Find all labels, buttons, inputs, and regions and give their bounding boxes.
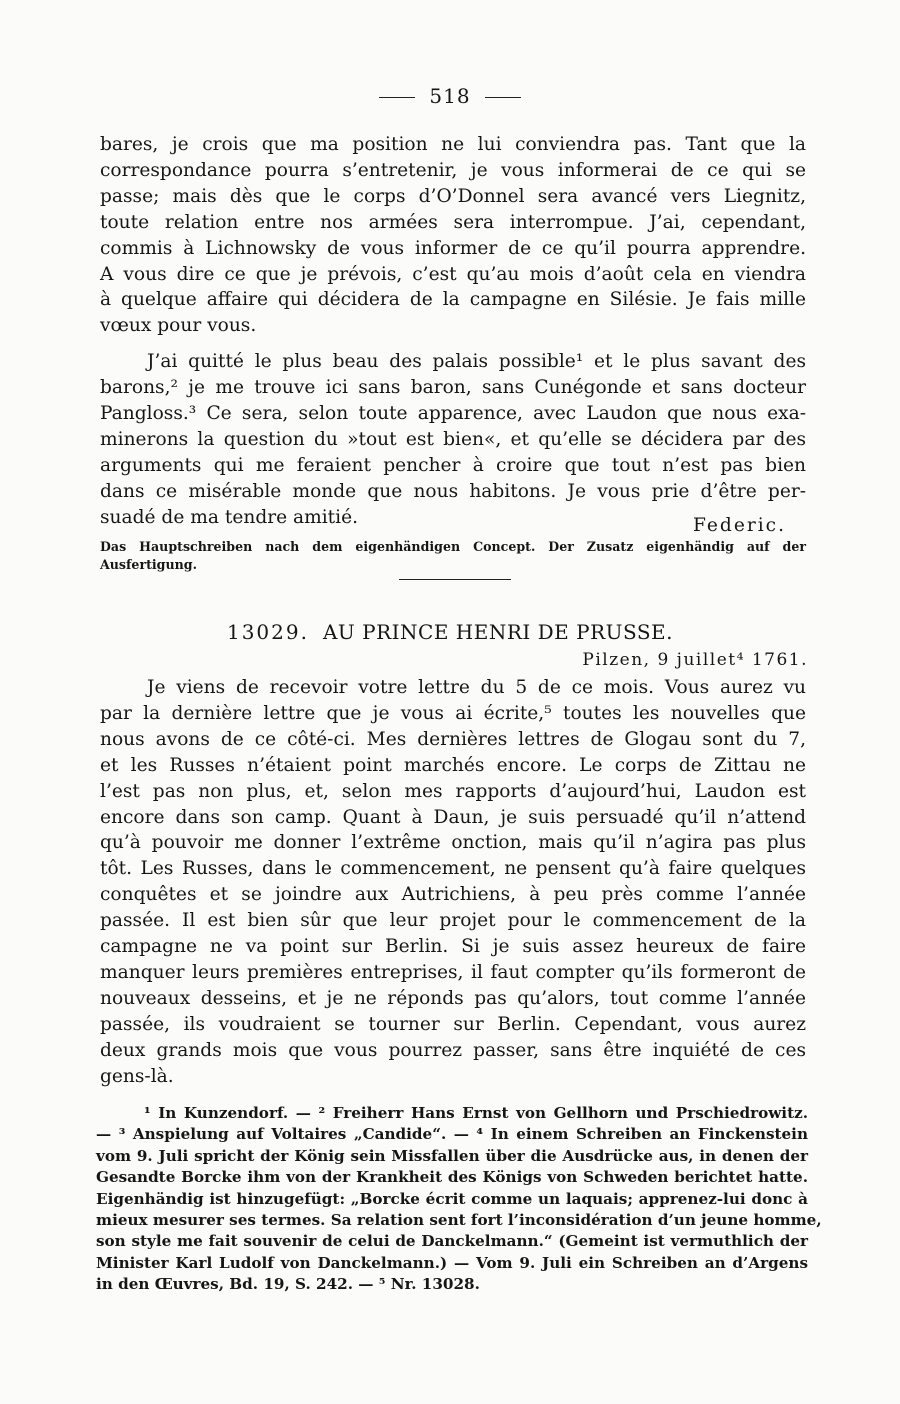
text-line: l’est pas non plus, et, selon mes rapports d’aujourd’hui, Laudon est — [100, 780, 806, 802]
footnote-line: in den Œuvres, Bd. 19, S. 242. — ⁵ Nr. 13028. — [96, 1275, 480, 1294]
text-line: bares, je crois que ma position ne lui conviendra pas. Tant que la — [100, 134, 806, 155]
text-line: par la dernière lettre que je vous ai écrite,⁵ toutes les nouvelles que — [100, 702, 806, 724]
text-line: A vous dire ce que je prévois, c’est qu’au mois d’août cela en viendra — [100, 263, 806, 285]
footnote-line: vom 9. Juli spricht der König sein Missfallen über die Ausdrücke aus, in denen der — [96, 1146, 808, 1165]
text-line: deux grands mois que vous pourrez passer, sans être inquiété de ces — [100, 1039, 806, 1061]
text-line: passée. Il est bien sûr que leur projet pour le commencement de la — [100, 910, 806, 932]
page-number: 518 — [429, 84, 471, 108]
paragraph-1 — [100, 132, 806, 339]
text-line: manquer leurs premières entreprises, il faut compter qu’ils formeront de — [100, 961, 806, 983]
closing-row — [100, 505, 806, 536]
text-line: gens-là. — [100, 1065, 174, 1087]
source-note — [100, 538, 806, 574]
header-dash-right — [485, 97, 521, 98]
note-line: Ausfertigung. — [100, 557, 197, 572]
footnote-line: Gesandte Borcke ihm von der Krankheit des Königs von Schweden berichtet hatte. — [96, 1168, 808, 1187]
text-line: toute relation entre nos armées sera interrompue. J’ai, cependant, — [100, 211, 806, 233]
paragraph-2 — [100, 349, 806, 536]
text-line: commis à Lichnowsky de vous informer de ce qu’il pourra apprendre. — [100, 237, 806, 259]
text-line: arguments qui me feraient pencher à croire que tout n’est pas bien — [100, 454, 806, 476]
footnote-line: — ³ Anspielung auf Voltaires „Candide“. — ⁴ In einem Schreiben an Finckenstein — [96, 1125, 808, 1144]
text-line: nouveaux desseins, et je ne réponds pas qu’alors, tout comme l’année — [100, 987, 806, 1009]
text-line: nous avons de ce côté-ci. Mes dernières lettres de Glogau sont du 7, — [100, 728, 806, 750]
footnote-line: mieux mesurer ses termes. Sa relation sent fort l’inconsidération d’un jeune homme, — [96, 1211, 822, 1230]
text-line: correspondance pourra s’entretenir, je vous informerai de ce qui se — [100, 159, 806, 181]
text-line: minerons la question du »tout est bien«, et qu’elle se décidera par des — [100, 428, 806, 450]
letter-continuation — [100, 132, 806, 536]
signature: Federic. — [693, 514, 786, 536]
text-line: qu’à pouvoir me donner l’extrême onction, mais qu’il n’agira pas plus — [100, 832, 806, 854]
text-line: dans ce misérable monde que nous habitons. Je vous prie d’être per- — [100, 480, 806, 502]
text-line: Je viens de recevoir votre lettre du 5 de ce mois. Vous aurez vu — [147, 677, 806, 698]
text-line: J’ai quitté le plus beau des palais possible¹ et le plus savant des — [147, 351, 806, 373]
footnote-line: ¹ In Kunzendorf. — ² Freiherr Hans Ernst von Gellhorn und Prschiedrowitz. — [144, 1104, 808, 1122]
letter-number: 13029. — [226, 620, 309, 644]
footnote-line: Minister Karl Ludolf von Danckelmann.) — Vom 9. Juli ein Schreiben an d’Argens — [96, 1253, 808, 1272]
letter-body — [100, 675, 806, 1090]
text-line: conquêtes et se joindre aux Autrichiens, à peu près comme l’année — [100, 884, 806, 906]
text-line: passe; mais dès que le corps d’O’Donnel sera avancé vers Liegnitz, — [100, 185, 806, 207]
header-dash-left — [379, 97, 415, 98]
text-line: tôt. Les Russes, dans le commencement, ne pensent qu’à faire quelques — [100, 858, 806, 880]
note-line: Das Hauptschreiben nach dem eigenhändigen Concept. Der Zusatz eigenhändig auf der — [100, 539, 806, 554]
letter-heading — [0, 620, 900, 644]
dateline: Pilzen, 9 juillet⁴ 1761. — [582, 650, 808, 670]
letter-title: AU PRINCE HENRI DE PRUSSE. — [322, 620, 674, 644]
text-line: encore dans son camp. Quant à Daun, je suis persuadé qu’il n’attend — [100, 806, 806, 828]
page-header — [0, 84, 900, 108]
footnote-line: son style me fait souvenir de celui de Danckelmann.“ (Gemeint ist vermuthlich der — [96, 1232, 808, 1251]
footnotes — [96, 1103, 822, 1296]
text-line: passée, ils voudraient se tourner sur Berlin. Cependant, vous aurez — [100, 1013, 806, 1035]
text-line: campagne ne va point sur Berlin. Si je suis assez heureux de faire — [100, 936, 806, 958]
text-line: et les Russes n’étaient point marchés encore. Le corps de Zittau ne — [100, 754, 806, 776]
text-line: barons,² je me trouve ici sans baron, sans Cunégonde et sans docteur — [100, 377, 806, 399]
text-line: Pangloss.³ Ce sera, selon toute apparence, avec Laudon que nous exa- — [100, 403, 806, 425]
footnote-line: Eigenhändig ist hinzugefügt: „Borcke écrit comme un laquais; apprenez-lui donc à — [96, 1189, 808, 1208]
text-line: vœux pour vous. — [100, 315, 257, 337]
text-line: à quelque affaire qui décidera de la campagne en Silésie. Je fais mille — [100, 289, 806, 311]
section-divider — [399, 579, 511, 580]
closing-line: suadé de ma tendre amitié. — [100, 506, 359, 528]
